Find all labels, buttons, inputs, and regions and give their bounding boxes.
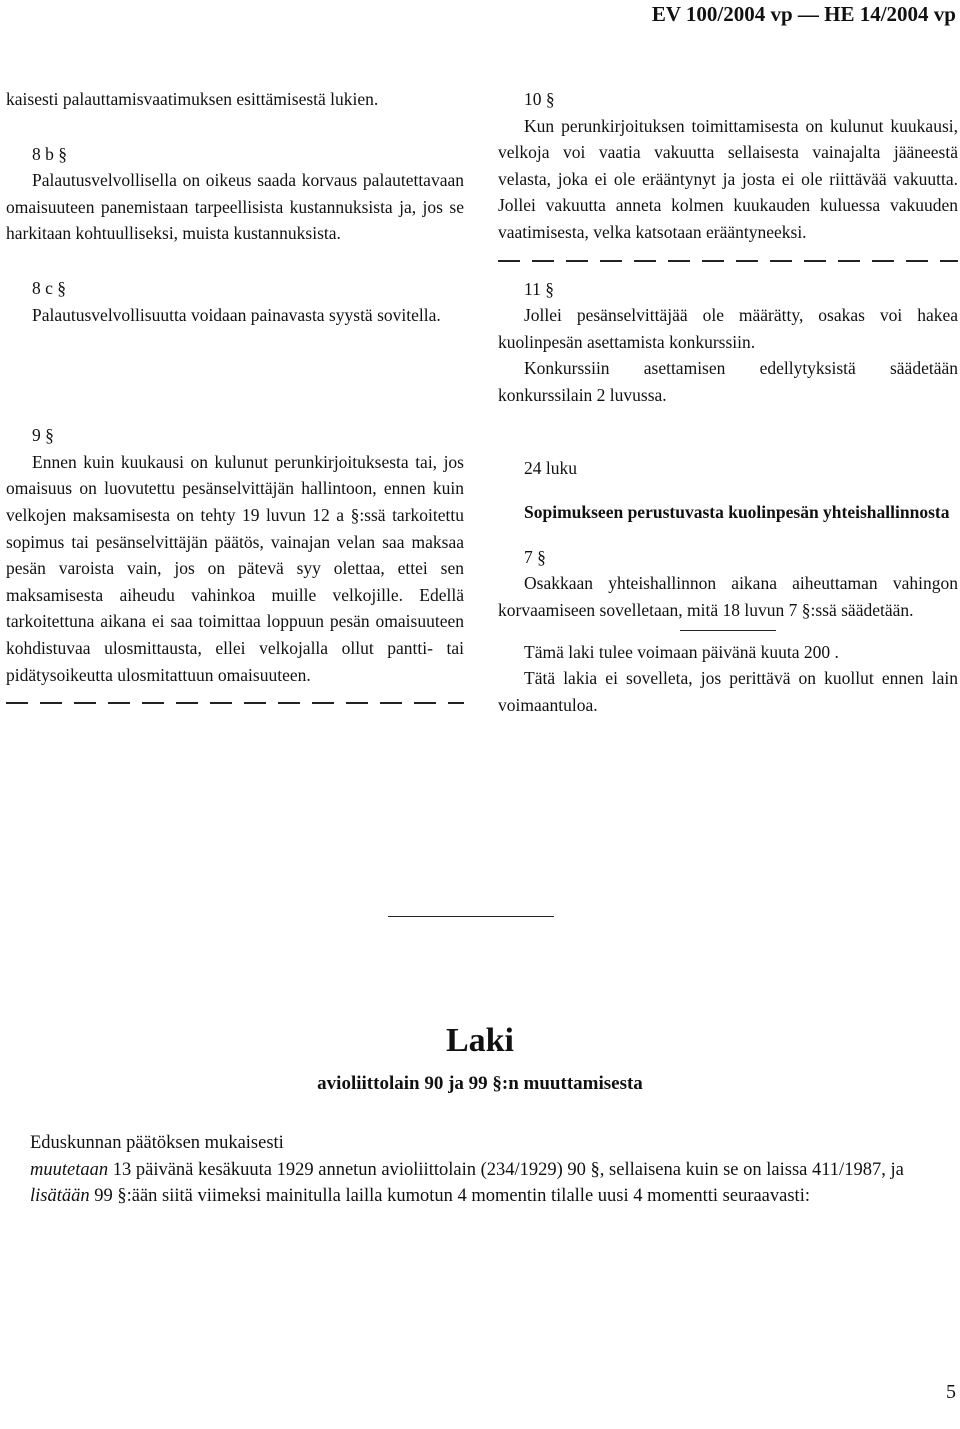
amend-clause xyxy=(6,1157,958,1184)
section-8c-heading: 8 c § xyxy=(32,277,67,298)
law-preamble xyxy=(6,1130,958,1210)
right-column xyxy=(498,86,958,718)
running-header: EV 100/2004 vp — HE 14/2004 vp xyxy=(651,2,956,26)
separator-line xyxy=(388,916,554,917)
page-number: 5 xyxy=(946,1381,956,1403)
section-10-text: Kun perunkirjoituksen toimittamisesta on kulunut kuukausi, velkoja voi vaatia vakuutta sellaisesta vainajalta jääneestä velasta, joka ei ole erääntynyt ja josta ei ole riittävää vakuutta. Jollei vakuutta anneta kolmen kuukauden kuluessa vakuuden vaatimisesta, velka katsotaan erääntyneeksi. xyxy=(498,115,958,242)
left-column xyxy=(6,86,464,704)
section-9-text: Ennen kuin kuukausi on kulunut perunkirjoituksesta tai, jos omaisuus on luovutettu pesänselvittäjän hallintoon, ennen kuin velkojen maksamisesta on tehty 19 luvun 12 a §:ssä tarkoitettu sopimus tai pesänselvittäjän päätös, vainajan velan saa maksaa pesän varoista vain, jos on pätevä syy olettaa, ettei sen maksamisesta aiheudu vahinkoa muille velkojille. Edellä tarkoitettuna aikana ei saa toimittaa loppuun pesän omaisuuteen kohdistuvaa ulosmittausta, ellei velkojalla ollut pantti- tai pidätysoikeutta ulosmitattuun omaisuuteen. xyxy=(6,451,464,685)
transitional-text: Tätä lakia ei sovelleta, jos perittävä on kuollut ennen lain voimaantuloa. xyxy=(498,668,958,715)
section-11-text-1: Jollei pesänselvittäjää ole määrätty, osakas voi hakea kuolinpesän asettamista konkurssiin. xyxy=(498,305,958,352)
preamble-intro: Eduskunnan päätöksen mukaisesti xyxy=(30,1133,284,1153)
omission-dashes xyxy=(6,702,464,704)
amend-text: 13 päivänä kesäkuuta 1929 annetun avioliittolain (234/1929) 90 §, sellaisena kuin se on laissa 411/1987, ja xyxy=(108,1159,904,1180)
amend-keyword: muutetaan xyxy=(30,1159,109,1180)
section-8b-heading: 8 b § xyxy=(32,143,67,164)
section-8b-text: Palautusvelvollisella on oikeus saada korvaus palautettavaan omaisuuteen panemistaan tarpeellisista kustannuksista ja, jos se harkitaan kohtuulliseksi, muista kustannuksista. xyxy=(6,170,464,244)
continued-paragraph: kaisesti palauttamisvaatimuksen esittämisestä lukien. xyxy=(6,89,379,109)
law-title: Laki xyxy=(445,1022,515,1059)
add-keyword: lisätään xyxy=(30,1186,90,1207)
section-8c-text: Palautusvelvollisuutta voidaan painavasta syystä sovitella. xyxy=(32,304,441,325)
section-11-heading: 11 § xyxy=(524,278,554,299)
section-9-heading: 9 § xyxy=(32,425,54,446)
chapter-title: Sopimukseen perustuvasta kuolinpesän yhteishallinnosta xyxy=(524,502,950,523)
section-7-heading: 7 § xyxy=(524,546,546,567)
add-text: 99 §:ään siitä viimeksi mainitulla lailla kumotun 4 momentin tilalle uusi 4 momentti seuraavasti: xyxy=(89,1186,810,1207)
entry-into-force-text: Tämä laki tulee voimaan päivänä kuuta 200 . xyxy=(524,641,839,662)
section-10-heading: 10 § xyxy=(524,89,555,109)
separator-line xyxy=(680,630,776,631)
section-7-text: Osakkaan yhteishallinnon aikana aiheuttaman vahingon korvaamiseen sovelletaan, mitä 18 luvun 7 §:ssä säädetään. xyxy=(498,573,958,620)
chapter-number: 24 luku xyxy=(524,457,577,478)
section-11-text-2: Konkurssiin asettamisen edellytyksistä säädetään konkurssilain 2 luvussa. xyxy=(498,358,958,405)
law-subtitle: avioliittolain 90 ja 99 §:n muuttamisesta xyxy=(317,1073,643,1094)
add-clause xyxy=(6,1183,958,1210)
